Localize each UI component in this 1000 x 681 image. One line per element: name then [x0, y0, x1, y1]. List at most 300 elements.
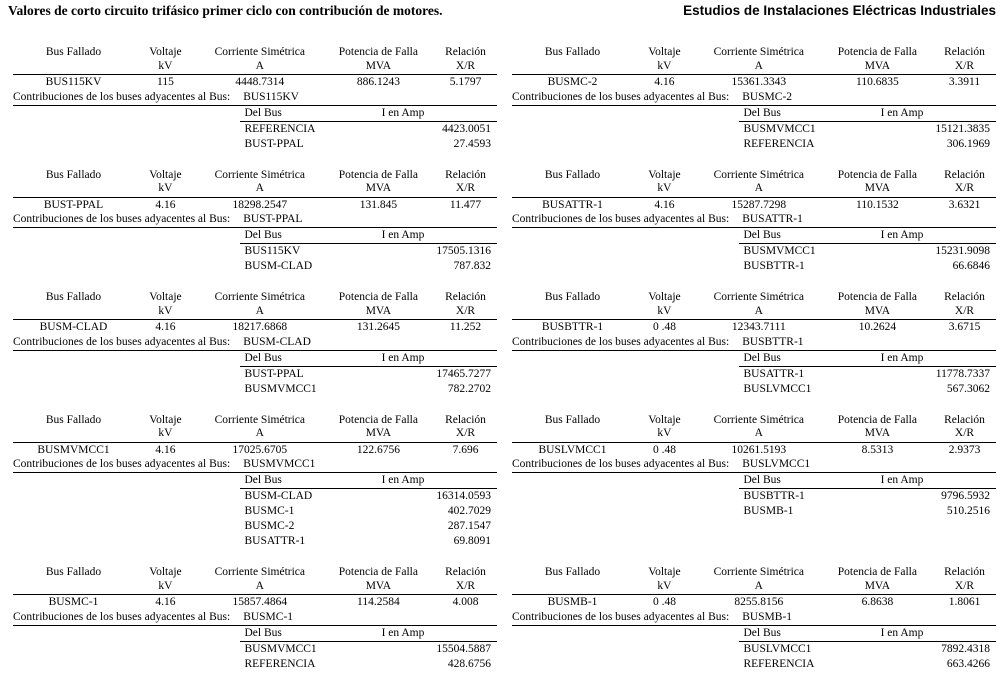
main-table-header: [512, 414, 996, 443]
col-potencia: [822, 46, 933, 73]
fault-block-busbttr-1: [512, 291, 996, 397]
col-voltaje-line2: kV: [158, 182, 173, 194]
col-bus-fallado: [13, 566, 134, 593]
contributions-table-header: [240, 473, 497, 489]
col-relacion-line1: Relación: [944, 46, 985, 58]
title-bar: [0, 0, 1000, 19]
contribution-amp-value: 567.3062: [946, 382, 990, 395]
col-corriente-line1: Corriente Simétrica: [214, 168, 305, 181]
col-relacion-line2: X/R: [455, 304, 476, 317]
col-relacion: [434, 414, 497, 441]
col-corriente-line1: Corriente Simétrica: [713, 291, 804, 303]
fault-xr: 3.3911: [948, 76, 981, 88]
fault-row: [512, 75, 996, 90]
col-potencia-line2: MVA: [365, 304, 392, 317]
col-voltaje: [633, 169, 696, 196]
col-bus-fallado: [512, 414, 633, 441]
fault-block-buslvmcc1: [512, 414, 996, 550]
col-corriente-line2: A: [754, 182, 763, 194]
col-relacion: [933, 566, 996, 593]
main-table-header: [13, 291, 497, 320]
main-table-header: [13, 169, 497, 198]
col-bus-fallado-line2: [512, 427, 633, 441]
col-corriente: [696, 291, 822, 318]
fault-row: [13, 595, 497, 610]
contribution-row: [739, 382, 996, 397]
fault-block-busmvmcc1: [13, 414, 497, 550]
col-voltaje-line1: Voltaje: [149, 566, 182, 578]
contribution-from-bus: BUSBTTR-1: [743, 260, 805, 272]
col-potencia-line1: Potencia de Falla: [338, 566, 418, 578]
contribution-amp-value: 69.8091: [453, 535, 491, 547]
contribution-from-bus: REFERENCIA: [244, 657, 316, 670]
col-bus-fallado-line2: [13, 305, 134, 319]
contribution-amp-value: 663.4266: [946, 657, 990, 670]
fault-kv: 4.16: [155, 321, 176, 333]
col-bus-fallado-line2: [13, 580, 134, 594]
contribution-from-bus: BUSBTTR-1: [743, 490, 805, 502]
contributions-bus-name: BUSATTR-1: [742, 213, 803, 225]
fault-xr: 11.252: [449, 321, 482, 333]
fault-current: 10261.5193: [731, 443, 787, 456]
col-corriente-line2: A: [255, 427, 264, 439]
contributions-bus-name: BUSMC-2: [742, 90, 793, 103]
contributions-label: Contribuciones de los buses adyacentes al Bus:: [512, 458, 730, 470]
col-potencia: [323, 566, 434, 593]
contribution-amp-value: 402.7029: [447, 505, 491, 517]
col-relacion-line1: Relación: [944, 566, 985, 578]
contribution-from-bus: BUS115KV: [244, 245, 301, 257]
del-bus-header: Del Bus: [743, 351, 781, 364]
fault-mva: 122.6756: [356, 443, 400, 456]
contributions-bus-name: BUSLVMCC1: [742, 458, 811, 470]
fault-row: [13, 320, 497, 335]
fault-mva: 131.2645: [356, 321, 400, 333]
col-relacion-line1: Relación: [445, 46, 486, 58]
col-bus-fallado-line1: Bus Fallado: [45, 291, 102, 303]
col-corriente-line2: A: [255, 304, 264, 317]
col-corriente: [696, 169, 822, 196]
main-table-header: [512, 566, 996, 595]
contribution-from-bus: BUSMVMCC1: [743, 245, 816, 257]
contributions-caption: [13, 457, 497, 473]
fault-kv: 4.16: [155, 443, 176, 456]
col-voltaje: [633, 46, 696, 73]
contribution-amp-value: 17505.1316: [436, 245, 491, 257]
fault-bus-name: BUSLVMCC1: [538, 443, 607, 456]
col-potencia-line1: Potencia de Falla: [338, 413, 418, 426]
col-potencia-line2: MVA: [864, 182, 891, 194]
contribution-from-bus: BUSM-CLAD: [244, 490, 313, 502]
contribution-amp-value: 9796.5932: [941, 490, 990, 502]
contributions-label: Contribuciones de los buses adyacentes al Bus:: [13, 610, 231, 623]
contributions-label: Contribuciones de los buses adyacentes al Bus:: [13, 335, 231, 348]
contribution-amp-value: 15504.5887: [436, 642, 491, 655]
fault-kv: 0 .48: [652, 596, 676, 608]
fault-bus-name: BUSATTR-1: [542, 198, 603, 211]
contributions-bus-name: BUSMC-1: [243, 610, 294, 623]
fault-xr: 4.008: [452, 596, 479, 608]
contribution-row: [240, 489, 497, 504]
col-potencia-line1: Potencia de Falla: [338, 291, 418, 303]
fault-bus-name: BUSMC-1: [48, 596, 99, 608]
fault-current: 15361.3343: [731, 76, 787, 88]
col-potencia-line2: MVA: [365, 427, 392, 439]
contribution-amp-value: 16314.0593: [436, 490, 491, 502]
col-bus-fallado: [13, 291, 134, 318]
fault-kv: 4.16: [155, 198, 176, 211]
contributions-bus-name: BUSM-CLAD: [243, 335, 311, 348]
contribution-from-bus: BUSMVMCC1: [244, 382, 317, 395]
col-relacion: [933, 46, 996, 73]
col-bus-fallado-line2: [13, 182, 134, 196]
contributions-table: [739, 228, 996, 274]
col-potencia: [822, 169, 933, 196]
fault-kv: 0 .48: [652, 443, 676, 456]
contribution-from-bus: REFERENCIA: [743, 137, 815, 150]
col-corriente-line1: Corriente Simétrica: [214, 413, 305, 426]
contribution-row: [240, 259, 497, 274]
col-potencia: [323, 46, 434, 73]
contributions-table: [240, 106, 497, 152]
i-en-amp-header: I en Amp: [381, 626, 425, 639]
i-en-amp-header: I en Amp: [381, 351, 425, 364]
contribution-from-bus: BUSLVMCC1: [743, 642, 812, 655]
contributions-table-header: [240, 106, 497, 122]
col-relacion-line2: X/R: [455, 427, 476, 439]
fault-bus-name: BUSBTTR-1: [541, 321, 604, 333]
col-voltaje-line2: kV: [657, 579, 672, 592]
contribution-row: [739, 259, 996, 274]
col-potencia-line1: Potencia de Falla: [837, 291, 917, 303]
fault-row: [512, 443, 996, 458]
contributions-caption: [512, 335, 996, 351]
col-potencia-line2: MVA: [864, 59, 891, 72]
fault-row: [512, 320, 996, 335]
contribution-row: [739, 137, 996, 152]
del-bus-header: Del Bus: [244, 351, 282, 364]
contributions-caption: [13, 610, 497, 626]
contribution-from-bus: REFERENCIA: [244, 122, 316, 135]
col-voltaje-line2: kV: [657, 182, 672, 194]
fault-kv: 4.16: [155, 596, 176, 608]
col-potencia: [323, 169, 434, 196]
col-bus-fallado: [13, 46, 134, 73]
fault-current: 15287.7298: [731, 198, 787, 211]
col-voltaje-line1: Voltaje: [648, 168, 681, 181]
col-potencia-line2: MVA: [864, 579, 891, 592]
col-voltaje-line1: Voltaje: [648, 46, 681, 58]
fault-mva: 6.8638: [861, 596, 894, 608]
contributions-table-header: [739, 626, 996, 642]
contributions-table-header: [739, 351, 996, 367]
col-corriente-line1: Corriente Simétrica: [214, 46, 305, 58]
fault-current: 8255.8156: [734, 596, 784, 608]
contributions-label: Contribuciones de los buses adyacentes al Bus:: [13, 213, 231, 225]
contribution-row: [240, 534, 497, 549]
contribution-row: [739, 244, 996, 259]
contributions-table-header: [240, 626, 497, 642]
fault-mva: 886.1243: [356, 76, 400, 88]
contribution-from-bus: REFERENCIA: [743, 657, 815, 670]
col-corriente-line1: Corriente Simétrica: [713, 168, 804, 181]
contribution-row: [240, 122, 497, 137]
contributions-label: Contribuciones de los buses adyacentes al Bus:: [512, 335, 730, 348]
col-voltaje-line2: kV: [158, 427, 173, 439]
contribution-row: [240, 244, 497, 259]
col-corriente-line1: Corriente Simétrica: [713, 46, 804, 58]
col-voltaje: [134, 169, 197, 196]
del-bus-header: Del Bus: [743, 229, 781, 241]
col-potencia-line1: Potencia de Falla: [837, 413, 917, 426]
col-potencia-line1: Potencia de Falla: [837, 566, 917, 578]
col-corriente: [197, 414, 323, 441]
del-bus-header: Del Bus: [244, 229, 282, 241]
fault-xr: 3.6715: [948, 321, 981, 333]
col-relacion-line2: X/R: [954, 182, 975, 194]
contribution-from-bus: BUSM-CLAD: [244, 260, 313, 272]
del-bus-header: Del Bus: [244, 626, 282, 639]
col-relacion-line1: Relación: [944, 413, 985, 426]
fault-xr: 7.696: [452, 443, 479, 456]
main-table-header: [13, 414, 497, 443]
col-potencia-line2: MVA: [365, 59, 392, 72]
col-corriente: [197, 291, 323, 318]
col-corriente: [197, 566, 323, 593]
col-relacion-line1: Relación: [944, 168, 985, 181]
col-bus-fallado-line1: Bus Fallado: [45, 46, 102, 58]
col-voltaje-line2: kV: [657, 427, 672, 439]
col-potencia-line2: MVA: [365, 579, 392, 592]
col-corriente-line2: A: [255, 59, 264, 72]
contributions-table: [240, 626, 497, 672]
fault-row: [13, 443, 497, 458]
fault-mva: 131.845: [359, 198, 398, 211]
contribution-row: [739, 657, 996, 672]
contribution-row: [739, 642, 996, 657]
col-voltaje: [633, 414, 696, 441]
contribution-from-bus: BUSMVMCC1: [244, 642, 317, 655]
contribution-row: [240, 519, 497, 534]
contribution-amp-value: 428.6756: [447, 657, 491, 670]
col-bus-fallado-line1: Bus Fallado: [544, 46, 601, 58]
i-en-amp-header: I en Amp: [880, 351, 924, 364]
fault-bus-name: BUSMB-1: [547, 596, 598, 608]
col-voltaje: [134, 414, 197, 441]
fault-current: 17025.6705: [232, 443, 288, 456]
col-bus-fallado-line1: Bus Fallado: [544, 413, 601, 426]
contribution-row: [240, 504, 497, 519]
fault-xr: 1.8061: [948, 596, 981, 608]
fault-block-busmc-1: [13, 566, 497, 672]
contribution-row: [240, 382, 497, 397]
contribution-amp-value: 15121.3835: [935, 122, 990, 135]
col-bus-fallado: [13, 169, 134, 196]
fault-bus-name: BUSM-CLAD: [39, 321, 108, 333]
contribution-row: [240, 137, 497, 152]
col-bus-fallado-line1: Bus Fallado: [45, 168, 102, 181]
main-table-header: [512, 46, 996, 75]
col-relacion-line1: Relación: [445, 566, 486, 578]
contribution-amp-value: 27.4593: [453, 137, 491, 150]
i-en-amp-header: I en Amp: [381, 229, 425, 241]
contribution-row: [739, 489, 996, 504]
contributions-table-header: [240, 228, 497, 244]
col-bus-fallado: [512, 291, 633, 318]
col-voltaje-line1: Voltaje: [149, 168, 182, 181]
fault-block-busm-clad: [13, 291, 497, 397]
fault-mva: 110.1532: [856, 198, 899, 211]
col-bus-fallado-line1: Bus Fallado: [544, 566, 601, 578]
fault-xr: 11.477: [449, 198, 482, 211]
i-en-amp-header: I en Amp: [880, 626, 924, 639]
fault-mva: 8.5313: [861, 443, 894, 456]
fault-xr: 2.9373: [948, 443, 981, 456]
fault-mva: 10.2624: [858, 321, 897, 333]
contribution-from-bus: BUSATTR-1: [244, 535, 306, 547]
col-corriente-line1: Corriente Simétrica: [713, 413, 804, 426]
contribution-amp-value: 782.2702: [447, 382, 491, 395]
fault-mva: 110.6835: [856, 76, 899, 88]
main-table-header: [512, 169, 996, 198]
col-potencia: [323, 414, 434, 441]
col-relacion-line2: X/R: [954, 427, 975, 439]
contribution-amp-value: 66.6846: [952, 260, 990, 272]
col-voltaje-line1: Voltaje: [648, 566, 681, 578]
col-relacion-line1: Relación: [445, 291, 486, 303]
col-relacion-line1: Relación: [445, 413, 486, 426]
col-relacion-line1: Relación: [944, 291, 985, 303]
col-potencia: [323, 291, 434, 318]
fault-current: 12343.7111: [731, 321, 786, 333]
col-voltaje: [134, 46, 197, 73]
col-potencia-line1: Potencia de Falla: [837, 168, 917, 181]
col-bus-fallado-line2: [512, 60, 633, 74]
contribution-from-bus: BUSATTR-1: [743, 367, 805, 380]
col-corriente: [696, 414, 822, 441]
col-voltaje-line1: Voltaje: [149, 413, 182, 426]
fault-block-busattr-1: [512, 169, 996, 275]
col-bus-fallado: [512, 169, 633, 196]
contribution-row: [739, 367, 996, 382]
col-voltaje-line1: Voltaje: [149, 46, 182, 58]
contribution-row: [240, 657, 497, 672]
contributions-table-header: [739, 473, 996, 489]
contribution-from-bus: BUST-PPAL: [244, 137, 304, 150]
contribution-amp-value: 787.832: [453, 260, 491, 272]
contributions-caption: [512, 457, 996, 473]
col-bus-fallado-line2: [512, 182, 633, 196]
contributions-label: Contribuciones de los buses adyacentes al Bus:: [13, 458, 231, 470]
col-corriente-line2: A: [754, 427, 763, 439]
contribution-from-bus: BUST-PPAL: [244, 367, 304, 380]
col-relacion: [434, 169, 497, 196]
col-bus-fallado-line1: Bus Fallado: [45, 413, 102, 426]
col-relacion: [933, 291, 996, 318]
company-title: Estudios de Instalaciones Eléctricas Industriales: [683, 3, 996, 18]
fault-bus-name: BUST-PPAL: [43, 198, 104, 211]
del-bus-header: Del Bus: [743, 474, 781, 486]
col-relacion: [933, 169, 996, 196]
col-voltaje-line1: Voltaje: [648, 291, 681, 303]
fault-block-bus115kv: [13, 46, 497, 152]
col-corriente-line2: A: [754, 579, 763, 592]
i-en-amp-header: I en Amp: [381, 106, 425, 119]
fault-kv: 0 .48: [652, 321, 676, 333]
col-voltaje-line2: kV: [158, 304, 173, 317]
del-bus-header: Del Bus: [743, 106, 781, 119]
col-voltaje: [134, 566, 197, 593]
col-voltaje-line1: Voltaje: [149, 291, 182, 303]
contribution-amp-value: 7892.4318: [941, 642, 990, 655]
del-bus-header: Del Bus: [743, 626, 781, 639]
contributions-label: Contribuciones de los buses adyacentes al Bus:: [512, 90, 730, 103]
del-bus-header: Del Bus: [244, 474, 282, 486]
fault-kv: 115: [157, 76, 174, 88]
fault-kv: 4.16: [654, 76, 675, 88]
contributions-bus-name: BUSMVMCC1: [243, 458, 316, 470]
col-relacion-line2: X/R: [455, 59, 476, 72]
col-potencia-line1: Potencia de Falla: [338, 46, 418, 58]
contribution-from-bus: BUSMB-1: [743, 505, 794, 517]
col-potencia: [822, 291, 933, 318]
col-relacion: [434, 566, 497, 593]
fault-xr: 3.6321: [948, 198, 981, 211]
col-bus-fallado-line1: Bus Fallado: [45, 566, 102, 578]
report-grid: [13, 46, 996, 672]
col-relacion-line2: X/R: [954, 59, 975, 72]
fault-mva: 114.2584: [357, 596, 400, 608]
col-bus-fallado-line1: Bus Fallado: [544, 168, 601, 181]
contributions-table-header: [240, 351, 497, 367]
main-table-header: [13, 566, 497, 595]
col-potencia-line2: MVA: [365, 182, 392, 194]
main-table-header: [13, 46, 497, 75]
contributions-bus-name: BUST-PPAL: [243, 213, 303, 225]
col-bus-fallado-line2: [512, 305, 633, 319]
contribution-row: [240, 642, 497, 657]
fault-xr: 5.1797: [449, 76, 482, 88]
contribution-amp-value: 510.2516: [946, 505, 990, 517]
col-bus-fallado-line1: Bus Fallado: [544, 291, 601, 303]
contribution-row: [739, 504, 996, 519]
contribution-amp-value: 306.1969: [946, 137, 990, 150]
fault-current: 18217.6868: [232, 321, 288, 333]
contribution-from-bus: BUSMC-1: [244, 505, 295, 517]
fault-current: 15857.4864: [232, 596, 288, 608]
col-corriente-line2: A: [754, 59, 763, 72]
report-title: Valores de corto circuito trifásico primer ciclo con contribución de motores.: [8, 3, 443, 18]
fault-block-busmc-2: [512, 46, 996, 152]
contribution-from-bus: BUSMC-2: [244, 520, 295, 532]
col-relacion-line1: Relación: [445, 168, 486, 181]
contributions-table: [739, 473, 996, 519]
col-voltaje: [633, 291, 696, 318]
contributions-label: Contribuciones de los buses adyacentes al Bus:: [512, 213, 730, 225]
col-relacion-line2: X/R: [954, 304, 975, 317]
fault-bus-name: BUS115KV: [45, 76, 102, 88]
fault-block-busmb-1: [512, 566, 996, 672]
contribution-amp-value: 17465.7277: [436, 367, 491, 380]
col-relacion-line2: X/R: [455, 182, 476, 194]
contributions-table-header: [739, 106, 996, 122]
col-bus-fallado: [512, 46, 633, 73]
col-bus-fallado: [13, 414, 134, 441]
col-relacion: [434, 46, 497, 73]
col-bus-fallado: [512, 566, 633, 593]
col-relacion: [933, 414, 996, 441]
col-potencia-line1: Potencia de Falla: [338, 168, 418, 181]
